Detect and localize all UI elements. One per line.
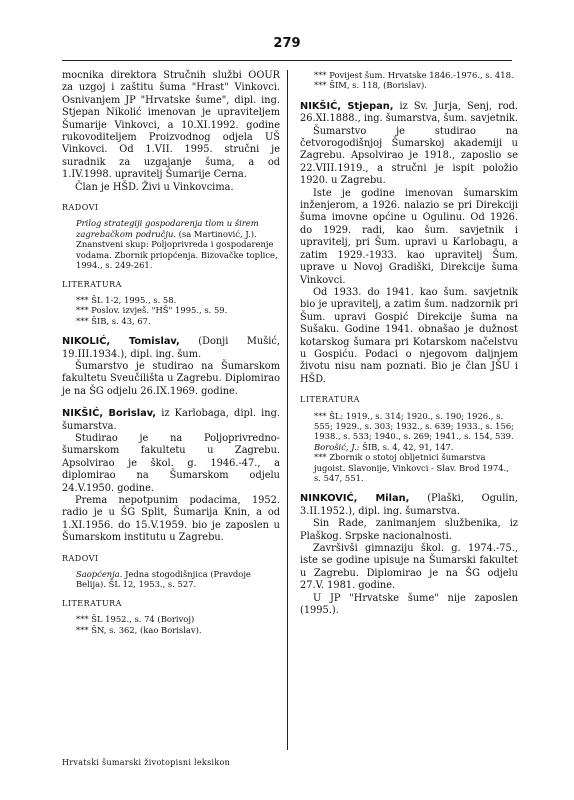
literatura-label: LITERATURA — [62, 279, 122, 289]
header-rule — [62, 60, 512, 61]
literatura-author: Borošić, J.: — [314, 441, 360, 452]
literatura-item: *** ŠL 1-2, 1995., s. 58. — [76, 294, 177, 305]
entry-heading-rest: iz Karlobaga, dipl. ing. šumarstva. — [62, 408, 280, 432]
entry-text: Šumarstvo je studirao na četvorogodišnjoj Šumarskoj akademiji u Zagrebu. Apsolvirao je 1918., zaposlio se 22.VIII.1919., a stručni je ispit položio 1920. u Zagrebu. — [300, 125, 518, 187]
entry-heading-rest: (Donji Mušić, 19.III.1934.), dipl. ing. šum. — [62, 336, 280, 360]
entry-nikolic-tomislav — [62, 336, 280, 361]
radovi-item — [62, 218, 280, 270]
left-column — [62, 70, 280, 635]
radovi-item-title: Prilog strategiji gospodarenja tlom u širem zagrebačkom području. — [76, 218, 259, 239]
radovi-item-rest: (sa Martinović, J.). Znanstveni skup: Poljoprivreda i gospodarenje vodama. Zbornik priopćenja. Bizovačke toplice, 1994., s. 249-261. — [76, 228, 278, 271]
entry-continuation-text: mocnika direktora Stručnih službi OOUR za uzgoj i zaštitu šuma "Hrast" Vinkovci. Osnivanjem JP "Hrvatske šume", dipl. ing. Stjepan Nikolić imenovan je upraviteljem Šumarije Vinkovci, a 10.XI.1992. godine rukovoditeljem Proizvodnog odjela UŠ Vinkovci. Od 1.VII. 1995. stručni je suradnik za uzgajanje šuma, a od 1.IV.1998. upravitelj Šumarije Cerna. — [62, 70, 280, 181]
literatura-item: *** ŠL 1952., s. 74 (Borivoj) — [76, 614, 195, 625]
entry-niksic-borislav — [62, 408, 280, 433]
entry-text: Studirao je na Poljoprivredno-šumarskom fakultetu u Zagrebu. Apsolvirao je škol. g. 1946.-47., a diplomirao na Šumarskom odjelu 24.V.1950. godine. — [62, 432, 280, 494]
column-divider — [287, 70, 288, 750]
radovi-item — [62, 569, 280, 590]
literatura-item: *** ŠIM, s. 118, (Borislav). — [314, 80, 427, 91]
radovi-item-title: Saopćenja. — [76, 569, 123, 580]
entry-ninkovic-milan — [300, 493, 518, 518]
literatura-item — [300, 442, 518, 452]
entry-heading-rest: iz Sv. Jurja, Senj, rod. 26.XI.1888., ing. šumarstva, šum. savjetnik. — [300, 100, 518, 125]
radovi-label: RADOVI — [62, 553, 99, 563]
entry-text: Sin Rade, zanimanjem službenika, iz Plaškog. Srpske nacionalnosti. — [300, 518, 518, 542]
literatura-item: *** Poslov. izvješ. "HŠ" 1995., s. 59. — [76, 305, 228, 316]
entry-text: Šumarstvo je studirao na Šumarskom fakultetu Sveučilišta u Zagrebu. Diplomirao je na ŠG odjelu 26.IX.1969. godine. — [62, 360, 280, 397]
literatura-item: *** ŠL: 1919., s. 314; 1920., s. 190; 1926., s. 555; 1929., s. 303; 1932., s. 639; 1933., s. 156; 1938., s. 533; 1940., s. 269; 1941., s. 154, 539. — [314, 410, 514, 442]
entry-text: Od 1933. do 1941. kao šum. savjetnik bio je upravitelj, a zatim šum. nadzornik pri Šum. upravi Gospić Direkcije šuma na Sušaku. Godine 1941. obnašao je dužnost kotarskog šumara pri Kotarskom načelstvu u Gospiću. Podaci o njegovom daljnjem životu nisu nam poznati. Bio je član JŠU i HŠD. — [300, 286, 518, 385]
literatura-label: LITERATURA — [62, 598, 122, 608]
radovi-item-rest: Jedna stogodišnjica (Pravdoje Belija). ŠL 12, 1953., s. 527. — [76, 569, 251, 590]
literatura-item: *** Povijest šum. Hrvatske 1846.-1976., s. 418. — [314, 70, 514, 80]
entry-heading: NIKOLIĆ, Tomislav, — [62, 336, 180, 348]
literatura-item: *** Zbornik o stotoj obljetnici šumarstva jugoist. Slavonije, Vinkovci - Slav. Brod 1974., s. 547, 551. — [314, 452, 509, 483]
page-footer: Hrvatski šumarski životopisni leksikon — [62, 758, 231, 767]
entry-heading-rest: (Plaški, Ogulin, 3.II.1952.), dipl. ing. šumarstva. — [300, 493, 518, 517]
radovi-label: RADOVI — [62, 203, 99, 213]
literatura-item: *** ŠN, s. 362, (kao Borislav). — [76, 624, 202, 635]
entry-heading: NIKŠIĆ, Borislav, — [62, 408, 157, 420]
entry-text: Iste je godine imenovan šumarskim inženjerom, a 1926. nalazio se pri Direkciji šuma imovne općine u Ogulinu. Od 1926. do 1929. radi, kao šum. savjetnik i upravitelj, pri Šum. upravi u Karlobagu, a zatim 1929.-1933. kao upravitelj Šum. uprave u Novoj Gradiški, Direkcije šuma Vinkovci. — [300, 187, 518, 286]
entry-heading: NINKOVIĆ, Milan, — [300, 493, 410, 505]
entry-text: Prema nepotpunim podacima, 1952. radio je u ŠG Split, Šumarija Knin, a od 1.XI.1956. do 15.V.1959. bio je zaposlen u Šumarskom institutu u Zagrebu. — [62, 495, 280, 544]
entry-continuation-member: Član je HŠD. Živi u Vinkovcima. — [75, 181, 234, 193]
literatura-item: *** ŠIB, s. 43, 67. — [76, 315, 151, 326]
entry-niksic-stjepan — [300, 101, 518, 126]
entry-heading: NIKŠIĆ, Stjepan, — [300, 100, 394, 112]
right-column — [300, 70, 518, 617]
literatura-label: LITERATURA — [300, 395, 360, 405]
entry-text: U JP "Hrvatske šume" nije zaposlen (1995.). — [300, 592, 518, 617]
entry-text: Završivši gimnaziju škol. g. 1974.-75., iste se godine upisuje na Šumarski fakultet u Zagrebu. Diplomirao je na ŠG odjelu 27.V. 1981. godine. — [300, 543, 518, 592]
literatura-rest: ŠIB, s. 4, 42, 91, 147. — [362, 441, 454, 452]
page-number: 279 — [273, 36, 301, 51]
